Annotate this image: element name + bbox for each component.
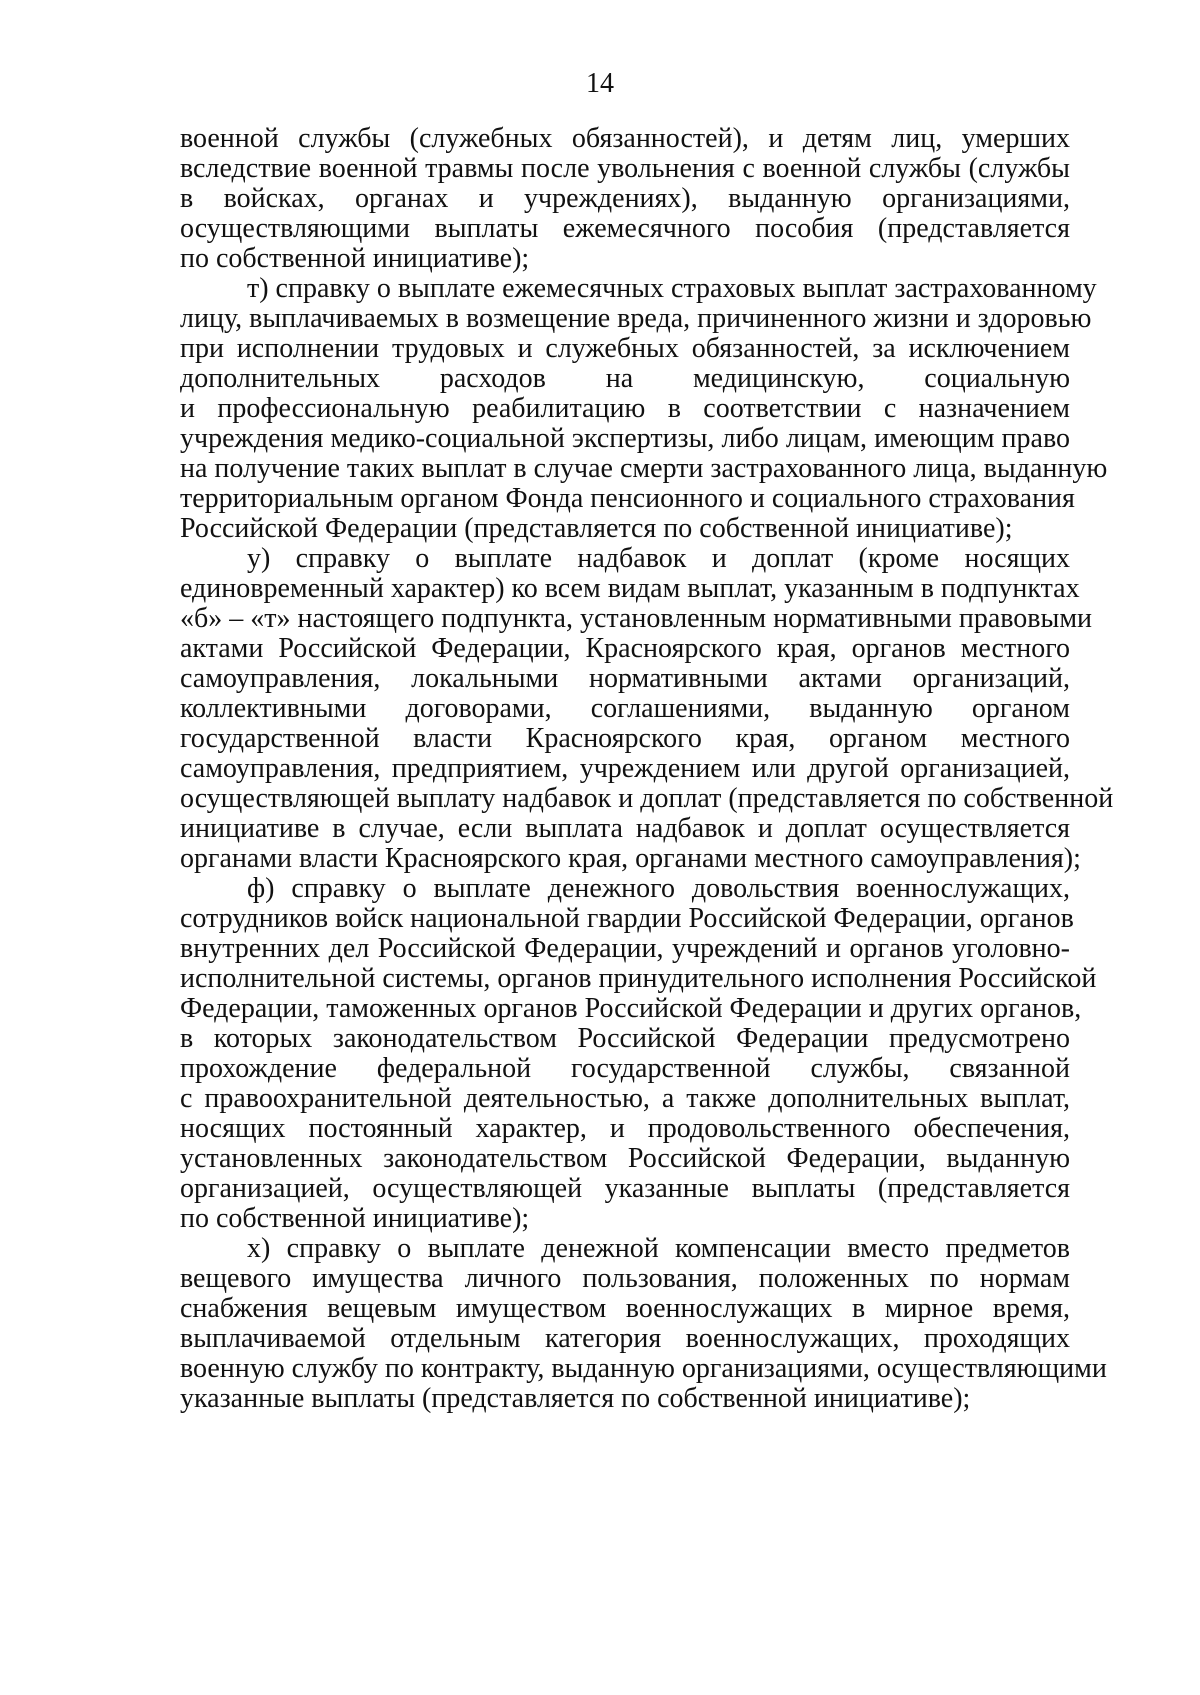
text-line: и профессиональную реабилитацию в соответствии с назначением <box>180 393 1070 424</box>
text-line: инициативе в случае, если выплата надбавок и доплат осуществляется <box>180 813 1070 844</box>
text-line: в войсках, органах и учреждениях), выданную организациями, <box>180 183 1070 214</box>
paragraph-first-line: у) справку о выплате надбавок и доплат (кроме носящих <box>247 543 1070 574</box>
text-line: носящих постоянный характер, и продовольственного обеспечения, <box>180 1113 1070 1144</box>
text-line: лицу, выплачиваемых в возмещение вреда, причиненного жизни и здоровью <box>180 303 1092 334</box>
text-line: коллективными договорами, соглашениями, выданную органом <box>180 693 1070 724</box>
text-line: при исполнении трудовых и служебных обязанностей, за исключением <box>180 333 1070 364</box>
text-line: на получение таких выплат в случае смерти застрахованного лица, выданную <box>180 453 1108 484</box>
text-line: вследствие военной травмы после увольнения с военной службы (службы <box>180 153 1070 184</box>
text-line: сотрудников войск национальной гвардии Российской Федерации, органов <box>180 903 1074 934</box>
text-line: по собственной инициативе); <box>180 243 530 274</box>
paragraph-first-line: т) справку о выплате ежемесячных страховых выплат застрахованному <box>247 273 1097 304</box>
text-line: выплачиваемой отдельным категория военнослужащих, проходящих <box>180 1323 1070 1354</box>
document-body <box>180 123 1114 1414</box>
text-line: актами Российской Федерации, Красноярского края, органов местного <box>180 633 1070 664</box>
text-line: самоуправления, локальными нормативными актами организаций, <box>180 663 1070 694</box>
text-line: самоуправления, предприятием, учреждением или другой организацией, <box>180 753 1070 784</box>
text-line: прохождение федеральной государственной службы, связанной <box>180 1053 1070 1084</box>
text-line: с правоохранительной деятельностью, а также дополнительных выплат, <box>180 1083 1070 1114</box>
text-line: осуществляющими выплаты ежемесячного пособия (представляется <box>180 213 1070 244</box>
paragraph-first-line: х) справку о выплате денежной компенсации вместо предметов <box>247 1233 1070 1264</box>
text-line: «б» – «т» настоящего подпункта, установленным нормативными правовыми <box>180 603 1093 634</box>
text-line: организацией, осуществляющей указанные выплаты (представляется <box>180 1173 1070 1204</box>
text-line: единовременный характер) ко всем видам выплат, указанным в подпунктах <box>180 573 1080 604</box>
page-number: 14 <box>586 68 614 99</box>
text-line: снабжения вещевым имуществом военнослужащих в мирное время, <box>180 1293 1070 1324</box>
text-line: осуществляющей выплату надбавок и доплат (представляется по собственной <box>180 783 1114 814</box>
text-line: государственной власти Красноярского края, органом местного <box>180 723 1070 754</box>
text-line: Российской Федерации (представляется по собственной инициативе); <box>180 513 1013 544</box>
paragraph-first-line: ф) справку о выплате денежного довольствия военнослужащих, <box>247 873 1070 904</box>
text-line: территориальным органом Фонда пенсионного и социального страхования <box>180 483 1075 514</box>
text-line: установленных законодательством Российской Федерации, выданную <box>180 1143 1070 1174</box>
text-line: дополнительных расходов на медицинскую, социальную <box>180 363 1070 394</box>
text-line: в которых законодательством Российской Федерации предусмотрено <box>180 1023 1070 1054</box>
text-line: учреждения медико-социальной экспертизы, либо лицам, имеющим право <box>180 423 1070 454</box>
text-line: по собственной инициативе); <box>180 1203 530 1234</box>
text-line: военную службу по контракту, выданную организациями, осуществляющими <box>180 1353 1107 1384</box>
text-line: указанные выплаты (представляется по собственной инициативе); <box>180 1383 971 1414</box>
text-line: военной службы (служебных обязанностей), и детям лиц, умерших <box>180 123 1070 154</box>
text-line: Федерации, таможенных органов Российской Федерации и других органов, <box>180 993 1082 1024</box>
text-line: вещевого имущества личного пользования, положенных по нормам <box>180 1263 1070 1294</box>
text-line: исполнительной системы, органов принудительного исполнения Российской <box>180 963 1097 994</box>
text-line: органами власти Красноярского края, органами местного самоуправления); <box>180 843 1081 874</box>
text-line: внутренних дел Российской Федерации, учреждений и органов уголовно- <box>180 933 1070 964</box>
